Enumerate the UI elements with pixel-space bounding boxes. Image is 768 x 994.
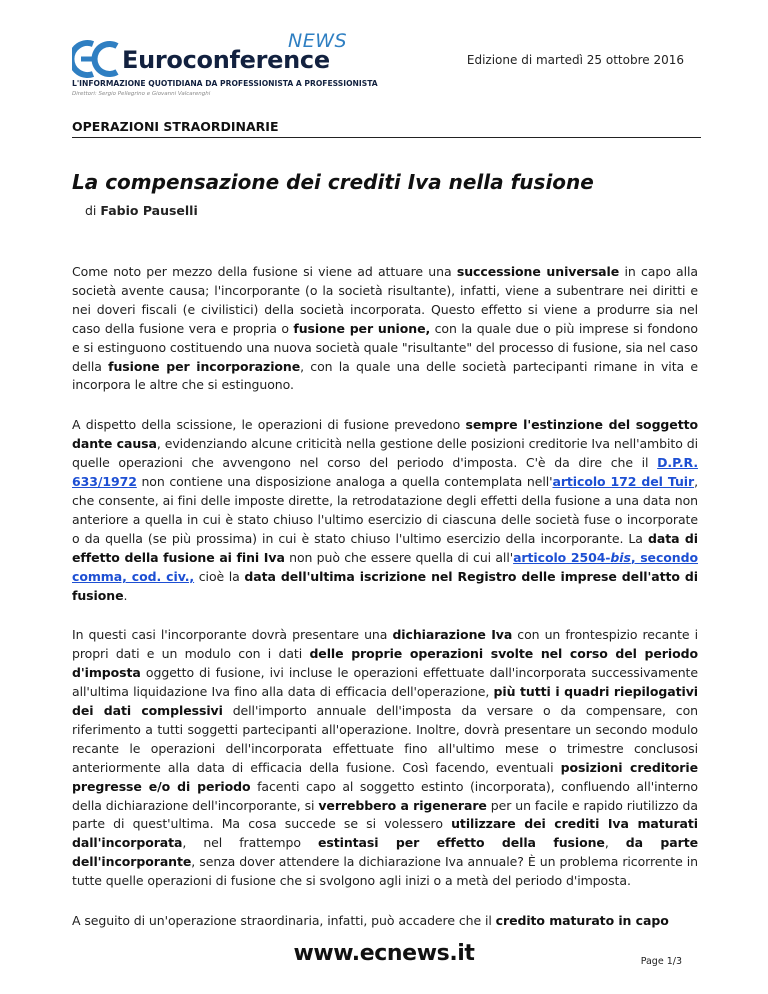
bold-text: credito maturato in capo [495, 913, 669, 929]
paragraph-1 [72, 263, 698, 395]
text: con un frontespizio recante i propri dati e un modulo con i dati [72, 627, 698, 662]
section-heading: OPERAZIONI STRAORDINARIE [72, 119, 701, 138]
bold-text: successione universale [456, 264, 620, 279]
text: , evidenziando alcune criticità nella gestione delle posizioni creditorie Iva nell'ambito di quelle operazioni che avvengono nel corso del periodo d'imposta. C'è da dire che il [72, 436, 698, 471]
link-text: , secondo comma, cod. civ., [72, 549, 698, 584]
text: per un facile e rapido riutilizzo da parte di quest'ultima. Ma cosa succede se si volessero [72, 797, 698, 832]
link-dpr-633-1972[interactable]: D.P.R. 633/1972 [72, 455, 698, 490]
page-header [0, 0, 768, 110]
text: , [604, 835, 626, 851]
text: non contiene una disposizione analoga a quella contemplata nell' [136, 474, 553, 490]
text: Come noto per mezzo della fusione si viene ad attuare una [72, 264, 457, 279]
paragraph-3 [72, 626, 698, 891]
link-text-italic: bis [610, 549, 631, 565]
text: dell'importo annuale dell'imposta da versare o da compensare, con riferimento a tutti soggetti partecipanti all'operazione. Inoltre, dovrà presentare un secondo modulo recante le operazioni dell'incorporata effettuate fino all'ultimo mese o trimestre conclusosi anteriormente alla data di efficacia della fusione. Così facendo, eventuali [72, 703, 698, 775]
author-name: Fabio Pauselli [100, 203, 198, 218]
logo-directors: Direttori: Sergio Pellegrino e Giovanni Valcarenghi [72, 91, 211, 97]
edition-date: Edizione di martedì 25 ottobre 2016 [466, 53, 684, 67]
text: , con la quale una delle società partecipanti rimane in vita e incorpora le altre che si estinguono. [72, 358, 698, 393]
text: facenti capo al soggetto estinto (incorporata), confluendo all'interno della dichiarazione dell'incorporante, si [72, 778, 698, 813]
text: oggetto di fusione, ivi incluse le operazioni effettuate dall'incorporata successivamente all'ultima liquidazione Iva fino alla data di efficacia dell'operazione, [72, 665, 698, 700]
bold-text: data dell'ultima iscrizione nel Registro delle imprese dell'atto di fusione [72, 568, 698, 603]
bold-text: utilizzare dei crediti Iva maturati dall'incorporata [72, 816, 698, 851]
link-articolo-172-tuir[interactable]: articolo 172 del Tuir [552, 474, 695, 490]
text: In questi casi l'incorporante dovrà presentare una [72, 627, 393, 643]
bold-text: estintasi per effetto della fusione [317, 835, 605, 851]
bold-text: posizioni creditorie pregresse e/o di periodo [72, 759, 698, 794]
bold-text: più tutti i quadri riepilogativi dei dati complessivi [72, 684, 698, 719]
bold-text: fusione per unione, [293, 320, 431, 336]
ec-logo-icon [72, 38, 120, 80]
bold-text: fusione per incorporazione [108, 358, 301, 374]
bold-text: dichiarazione Iva [392, 627, 513, 643]
logo-news-label: NEWS [288, 30, 348, 52]
text: A seguito di un'operazione straordinaria, infatti, può accadere che il [72, 913, 496, 929]
page-number: Page 1/3 [640, 956, 682, 967]
byline [85, 203, 198, 218]
bold-text: verrebbero a rigenerare [318, 797, 487, 813]
text: A dispetto della scissione, le operazioni di fusione prevedono [72, 417, 466, 433]
text: . [123, 587, 128, 603]
article-title: La compensazione dei crediti Iva nella fusione [72, 170, 594, 194]
text: , che consente, ai fini delle imposte dirette, la retrodatazione degli effetti della fusione a una data non anteriore a quella in cui è stato chiuso l'ultimo esercizio di ciascuna delle società fuse o incorporate o da quella (se più prossima) in cui è stato chiuso l'ultimo esercizio della incorporante. La [72, 474, 698, 546]
logo-tagline: L'INFORMAZIONE QUOTIDIANA DA PROFESSIONISTA A PROFESSIONISTA [72, 79, 378, 88]
text: cioè la [194, 568, 245, 584]
paragraph-4 [72, 912, 698, 931]
text: , senza dover attendere la dichiarazione Iva annuale? È un problema ricorrente in tutte quelle operazioni di fusione che si svolgono agli inizi o a metà del periodo d'imposta. [72, 854, 698, 889]
footer-website-link[interactable]: www.ecnews.it [293, 941, 475, 966]
bold-text: sempre l'estinzione del soggetto dante causa [72, 417, 698, 452]
text: in capo alla società avente causa; l'incorporante (o la società risultante), infatti, viene a subentrare nei diritti e nei doveri fiscali (e civilistici) della società incorporata. Questo effetto si viene a produrre sia nel caso della fusione vera e propria o [72, 264, 699, 336]
logo-brand-name: Euroconference [122, 46, 330, 74]
link-text: articolo 2504- [513, 549, 611, 565]
bold-text: da parte dell'incorporante [72, 835, 698, 870]
paragraph-2 [72, 416, 698, 605]
text: non può che essere quella di cui all' [284, 549, 514, 565]
article-body [72, 263, 698, 952]
bold-text: data di effetto della fusione ai fini Iva [72, 530, 698, 565]
bold-text: delle proprie operazioni svolte nel corso del periodo d'imposta [72, 646, 698, 681]
text: , nel frattempo [182, 835, 318, 851]
text: con la quale due o più imprese si fondono e si estinguono costituendo una nuova società quale "risultante" del processo di fusione, sia nel caso della [72, 320, 698, 374]
byline-prefix: di [85, 203, 97, 218]
euroconference-logo[interactable] [72, 30, 378, 104]
